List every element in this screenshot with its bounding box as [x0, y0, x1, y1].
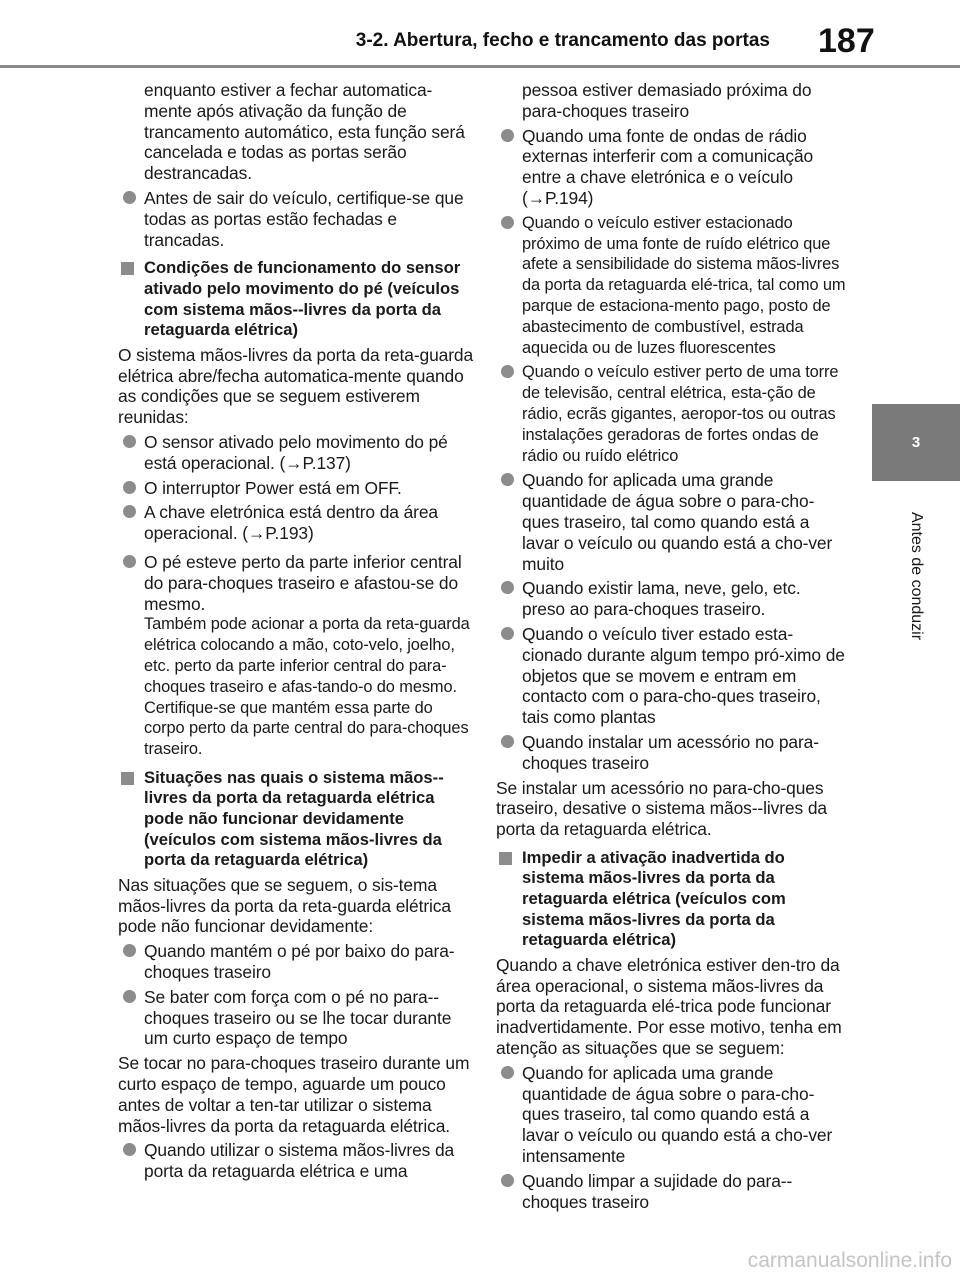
list-item — [118, 941, 474, 983]
watermark: carmanualsonline.info — [747, 1249, 952, 1272]
list-item-text: A chave eletrónica está dentro da área operacional. (→P.193) — [144, 502, 438, 544]
page-number: 187 — [818, 22, 875, 60]
list-item-text: Quando for aplicada uma grande quantidade de água sobre o para-cho-ques traseiro, tal como quando está a lavar o veículo ou quando está a cho-ver muito — [522, 470, 833, 574]
paragraph: Quando a chave eletrónica estiver den-tro da área operacional, o sistema mãos-livres da porta da retaguarda elé-trica pode funcionar inadvertidamente. Por esse motivo, tenha em atenção as situações que se seguem: — [496, 954, 842, 1059]
paragraph: Se tocar no para-choques traseiro durante um curto espaço de tempo, aguarde um pouco antes de voltar a ten-tar utilizar o sistema mãos-livres da porta da retaguarda elétrica. — [118, 1053, 470, 1136]
section-heading — [496, 848, 846, 951]
list-item-text: Quando o veículo estiver perto de uma torre de televisão, central elétrica, esta-ção de rádio, ecrãs gigantes, aeropor-tos ou outras instalações geradoras de fortes ondas de rádio ou ruído elétrico — [522, 363, 839, 465]
heading-text: Situações nas quais o sistema mãos--livres da porta da retaguarda elétrica pode não funcionar devidamente (veículos com sistema mãos-livres da porta da retaguarda elétrica) — [144, 767, 444, 870]
list-item — [496, 624, 846, 728]
bullet-dot-icon — [123, 481, 136, 494]
list-item — [118, 1140, 474, 1182]
bullet-dot-icon — [123, 191, 136, 204]
section-heading — [118, 258, 474, 340]
bullet-dot-icon — [123, 1143, 136, 1156]
list-item-text: Quando utilizar o sistema mãos-livres da porta da retaguarda elétrica e uma — [144, 1140, 455, 1182]
paragraph: enquanto estiver a fechar automatica-mente após ativação da função de trancamento automático, esta função será cancelada e todas as portas serão destrancadas. — [144, 80, 465, 184]
list-item — [496, 578, 846, 620]
list-item-note: Também pode acionar a porta da reta-guarda elétrica colocando a mão, coto-velo, joelho, etc. perto da parte inferior central do para-choques traseiro e afas-tando-o do mesmo. Certifique-se que mantém essa parte do corpo perto da parte central do para-choques traseiro. — [144, 615, 470, 759]
bullet-dot-icon — [123, 505, 136, 518]
list-item-text: O pé esteve perto da parte inferior central do para-choques traseiro e afastou-se do mesmo. — [144, 551, 462, 614]
list-item-text: O interruptor Power está em OFF. — [144, 477, 402, 498]
list-item — [496, 732, 846, 774]
list-item — [118, 987, 474, 1049]
list-item-text: Quando limpar a sujidade do para--choques traseiro — [522, 1170, 793, 1212]
bullet-dot-icon — [501, 581, 514, 594]
bullet-dot-icon — [123, 555, 136, 568]
chapter-label: Antes de conduzir — [908, 511, 925, 641]
list-item — [496, 1171, 846, 1213]
bullet-dot-icon — [123, 944, 136, 957]
square-bullet-icon — [499, 852, 512, 865]
paragraph: pessoa estiver demasiado próxima do para-choques traseiro — [522, 80, 812, 121]
header-rule — [0, 65, 960, 68]
chapter-number: 3 — [911, 434, 921, 451]
section-heading — [118, 768, 474, 871]
paragraph: Nas situações que se seguem, o sis-tema mãos-livres da porta da reta-guarda elétrica pode não funcionar devidamente: — [118, 874, 451, 937]
list-item-text: Quando instalar um acessório no para-choques traseiro — [522, 731, 819, 773]
list-item-text: Quando o veículo tiver estado esta-cionado durante algum tempo pró-ximo de objetos que se movem e entram em contacto com o para-cho-ques traseiro, tais como plantas — [522, 623, 845, 728]
list-item — [496, 126, 846, 209]
list-item — [118, 552, 474, 760]
bullet-dot-icon — [501, 627, 514, 640]
heading-text: Condições de funcionamento do sensor ativado pelo movimento do pé (veículos com sistema mãos--livres da porta da retaguarda elétrica) — [144, 258, 461, 340]
list-item — [118, 502, 474, 544]
list-item — [496, 362, 846, 466]
bullet-dot-icon — [501, 129, 514, 142]
list-item-text: Se bater com força com o pé no para--choques traseiro ou se lhe tocar durante um curto espaço de tempo — [144, 986, 452, 1049]
right-column — [496, 80, 846, 1216]
bullet-dot-icon — [501, 1174, 514, 1187]
bullet-dot-icon — [501, 365, 514, 378]
list-item — [118, 478, 474, 499]
list-item-text: O sensor ativado pelo movimento do pé está operacional. (→P.137) — [144, 431, 448, 473]
list-item — [496, 213, 846, 359]
list-item — [118, 188, 474, 250]
bullet-dot-icon — [501, 1066, 514, 1079]
paragraph: Se instalar um acessório no para-cho-ques traseiro, desative o sistema mãos--livres da porta da retaguarda elétrica. — [496, 777, 827, 840]
bullet-dot-icon — [501, 473, 514, 486]
paragraph: O sistema mãos-livres da porta da reta-guarda elétrica abre/fecha automatica-mente quando as condições que se seguem estiverem reunidas: — [118, 344, 474, 428]
bullet-dot-icon — [501, 735, 514, 748]
list-item-text: Quando for aplicada uma grande quantidade de água sobre o para-cho-ques traseiro, tal como quando está a lavar o veículo ou quando está a cho-ver intensamente — [522, 1062, 833, 1167]
left-column — [118, 80, 474, 1186]
list-item-text: Quando o veículo estiver estacionado próximo de uma fonte de ruído elétrico que afete a sensibilidade do sistema mãos-livres da porta da retaguarda elé-trica, tal como um parque de estaciona-mento pago, posto de abastecimento de combustível, estrada aquecida ou de luzes fluorescentes — [522, 213, 846, 357]
list-item — [496, 470, 846, 574]
square-bullet-icon — [121, 772, 134, 785]
square-bullet-icon — [121, 262, 134, 275]
list-item-text: Antes de sair do veículo, certifique-se que todas as portas estão fechadas e trancadas. — [144, 187, 464, 250]
list-item — [496, 1063, 846, 1167]
section-title: 3-2. Abertura, fecho e trancamento das portas — [355, 30, 770, 51]
bullet-dot-icon — [501, 216, 514, 229]
list-item — [118, 432, 474, 474]
heading-text: Impedir a ativação inadvertida do sistema mãos-livres da porta da retaguarda elétrica (veículos com sistema mãos-livres da porta da retaguarda elétrica) — [522, 847, 786, 950]
bullet-dot-icon — [123, 435, 136, 448]
list-item-text: Quando existir lama, neve, gelo, etc. preso ao para-choques traseiro. — [522, 578, 801, 620]
list-item-text: Quando uma fonte de ondas de rádio externas interferir com a comunicação entre a chave eletrónica e o veículo (→P.194) — [522, 125, 814, 208]
list-item-text: Quando mantém o pé por baixo do para-choques traseiro — [144, 941, 455, 983]
bullet-dot-icon — [123, 990, 136, 1003]
